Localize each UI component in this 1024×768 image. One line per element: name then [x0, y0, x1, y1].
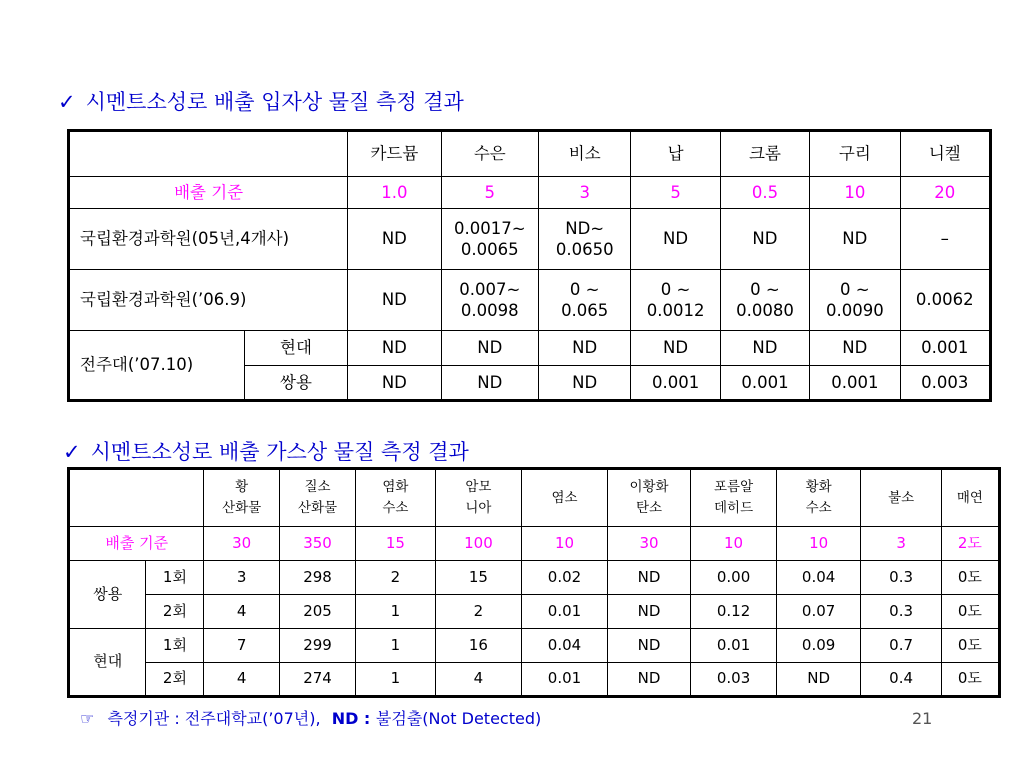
table-cell: – — [900, 209, 990, 270]
pointing-hand-icon: ☞ — [80, 709, 95, 728]
footer-org-value: 전주대학교(’07년), — [184, 709, 321, 728]
table-row — [69, 663, 1000, 697]
sub-label: 1회 — [146, 561, 204, 595]
table-cell: 5 — [441, 177, 538, 209]
table-cell: ND — [776, 663, 861, 697]
table-cell: ND — [607, 663, 691, 697]
table-cell: 0도 — [941, 663, 999, 697]
table-cell: 3 — [204, 561, 279, 595]
table-cell: 3 — [861, 527, 941, 561]
section2-title: 시멘트소성로 배출 가스상 물질 측정 결과 — [90, 440, 469, 464]
footer-nd-value: 불검출(Not Detected) — [375, 709, 542, 728]
sub-label: 1회 — [146, 629, 204, 663]
table-cell: 0도 — [941, 561, 999, 595]
table-cell: 30 — [607, 527, 691, 561]
table-cell: ND — [810, 209, 900, 270]
table-cell: 1.0 — [348, 177, 441, 209]
header-cell: 암모 니아 — [435, 469, 522, 527]
table-cell: 2도 — [941, 527, 999, 561]
table-cell: 0.7 — [861, 629, 941, 663]
table-cell: ND — [720, 209, 809, 270]
table-header-row — [69, 131, 991, 177]
table-cell: 298 — [279, 561, 355, 595]
table-cell: 10 — [522, 527, 608, 561]
standard-row — [69, 527, 1000, 561]
table-row — [69, 629, 1000, 663]
table-cell: 0 ∼ 0.0090 — [810, 270, 900, 331]
table-cell: 299 — [279, 629, 355, 663]
table-cell: 15 — [356, 527, 435, 561]
table-cell: 0.0017∼ 0.0065 — [441, 209, 538, 270]
gas-table — [67, 467, 1001, 698]
table-cell: 0.01 — [522, 663, 608, 697]
header-cell: 비소 — [539, 131, 631, 177]
table-cell: 0.007∼ 0.0098 — [441, 270, 538, 331]
footer-note — [80, 706, 541, 729]
table-cell: ND — [348, 366, 441, 401]
table-cell: 4 — [435, 663, 522, 697]
table-cell: 10 — [810, 177, 900, 209]
table-cell: ND — [631, 331, 720, 366]
table-cell: 5 — [631, 177, 720, 209]
table-cell: 0.001 — [720, 366, 809, 401]
table-cell: 0.4 — [861, 663, 941, 697]
table-cell: ND — [607, 561, 691, 595]
header-cell: 크롬 — [720, 131, 809, 177]
table-cell: 20 — [900, 177, 990, 209]
table-cell: 4 — [204, 663, 279, 697]
footer-nd-label: ND : — [331, 709, 376, 728]
header-cell: 납 — [631, 131, 720, 177]
table-row — [69, 331, 991, 366]
section2-heading — [63, 436, 469, 466]
row-label: 배출 기준 — [69, 527, 204, 561]
table-cell: ND — [631, 209, 720, 270]
table-cell: 4 — [204, 595, 279, 629]
header-cell: 염화 수소 — [356, 469, 435, 527]
table-cell: ND — [348, 331, 441, 366]
table-cell: 0.09 — [776, 629, 861, 663]
section1-title: 시멘트소성로 배출 입자상 물질 측정 결과 — [85, 90, 464, 114]
checkmark-icon: ✓ — [58, 90, 76, 114]
table-cell: 0.07 — [776, 595, 861, 629]
table-cell: 350 — [279, 527, 355, 561]
table-cell: 205 — [279, 595, 355, 629]
table-cell: 0.001 — [810, 366, 900, 401]
table-cell: 1 — [356, 663, 435, 697]
table-cell: 30 — [204, 527, 279, 561]
table-cell: 10 — [691, 527, 777, 561]
standard-row — [69, 177, 991, 209]
sub-label: 2회 — [146, 663, 204, 697]
table-cell: 2 — [435, 595, 522, 629]
row-label: 배출 기준 — [69, 177, 348, 209]
table-cell: 7 — [204, 629, 279, 663]
row-label: 국립환경과학원(’06.9) — [69, 270, 348, 331]
header-cell: 카드뮴 — [348, 131, 441, 177]
table-cell: 0.01 — [691, 629, 777, 663]
table-cell: 274 — [279, 663, 355, 697]
header-cell: 구리 — [810, 131, 900, 177]
header-cell: 매연 — [941, 469, 999, 527]
table-row — [69, 595, 1000, 629]
table-cell: ND — [348, 209, 441, 270]
header-blank-cell — [69, 131, 348, 177]
header-cell: 이황화 탄소 — [607, 469, 691, 527]
table-cell: 0.00 — [691, 561, 777, 595]
header-cell: 질소 산화물 — [279, 469, 355, 527]
header-blank-cell — [69, 469, 204, 527]
table-cell: 3 — [539, 177, 631, 209]
table-cell: 1 — [356, 629, 435, 663]
table-cell: 0.02 — [522, 561, 608, 595]
row-label: 국립환경과학원(05년,4개사) — [69, 209, 348, 270]
table-cell: 0.0062 — [900, 270, 990, 331]
table-cell: 0도 — [941, 595, 999, 629]
table-cell: 0.03 — [691, 663, 777, 697]
particulate-table — [67, 129, 992, 402]
table-cell: 1 — [356, 595, 435, 629]
table-row — [69, 209, 991, 270]
table-cell: 0.3 — [861, 561, 941, 595]
header-cell: 황화 수소 — [776, 469, 861, 527]
section1-heading — [58, 86, 464, 116]
header-cell: 황 산화물 — [204, 469, 279, 527]
table-cell: ND — [607, 629, 691, 663]
page-number: 21 — [912, 709, 933, 728]
table-cell: 0.001 — [631, 366, 720, 401]
sub-label: 쌍용 — [244, 366, 347, 401]
table-cell: 0.3 — [861, 595, 941, 629]
table-cell: 10 — [776, 527, 861, 561]
table-cell: 0.001 — [900, 331, 990, 366]
header-cell: 염소 — [522, 469, 608, 527]
table-cell: 0.003 — [900, 366, 990, 401]
table-cell: 0도 — [941, 629, 999, 663]
table-cell: 0 ∼ 0.0012 — [631, 270, 720, 331]
table-cell: ND — [607, 595, 691, 629]
table-row — [69, 561, 1000, 595]
table-row — [69, 270, 991, 331]
table-cell: 0 ∼ 0.0080 — [720, 270, 809, 331]
table-cell: 0.5 — [720, 177, 809, 209]
table-cell: ND∼ 0.0650 — [539, 209, 631, 270]
header-cell: 니켈 — [900, 131, 990, 177]
table-cell: ND — [348, 270, 441, 331]
table-cell: 0 ∼ 0.065 — [539, 270, 631, 331]
table-cell: ND — [441, 331, 538, 366]
table-cell: ND — [539, 366, 631, 401]
table-cell: 16 — [435, 629, 522, 663]
table-cell: ND — [539, 331, 631, 366]
group-label: 전주대(’07.10) — [69, 331, 245, 401]
table-cell: ND — [720, 331, 809, 366]
table-cell: ND — [810, 331, 900, 366]
footer-org-label: 측정기관 : — [107, 709, 185, 728]
table-cell: ND — [441, 366, 538, 401]
checkmark-icon: ✓ — [63, 440, 81, 464]
sub-label: 현대 — [244, 331, 347, 366]
table-cell: 0.04 — [522, 629, 608, 663]
table-cell: 0.12 — [691, 595, 777, 629]
table-cell: 0.04 — [776, 561, 861, 595]
table-header-row — [69, 469, 1000, 527]
table-cell: 15 — [435, 561, 522, 595]
table-cell: 2 — [356, 561, 435, 595]
header-cell: 불소 — [861, 469, 941, 527]
header-cell: 포름알 데히드 — [691, 469, 777, 527]
table-cell: 0.01 — [522, 595, 608, 629]
group-label: 현대 — [69, 629, 146, 697]
table-cell: 100 — [435, 527, 522, 561]
sub-label: 2회 — [146, 595, 204, 629]
header-cell: 수은 — [441, 131, 538, 177]
group-label: 쌍용 — [69, 561, 146, 629]
